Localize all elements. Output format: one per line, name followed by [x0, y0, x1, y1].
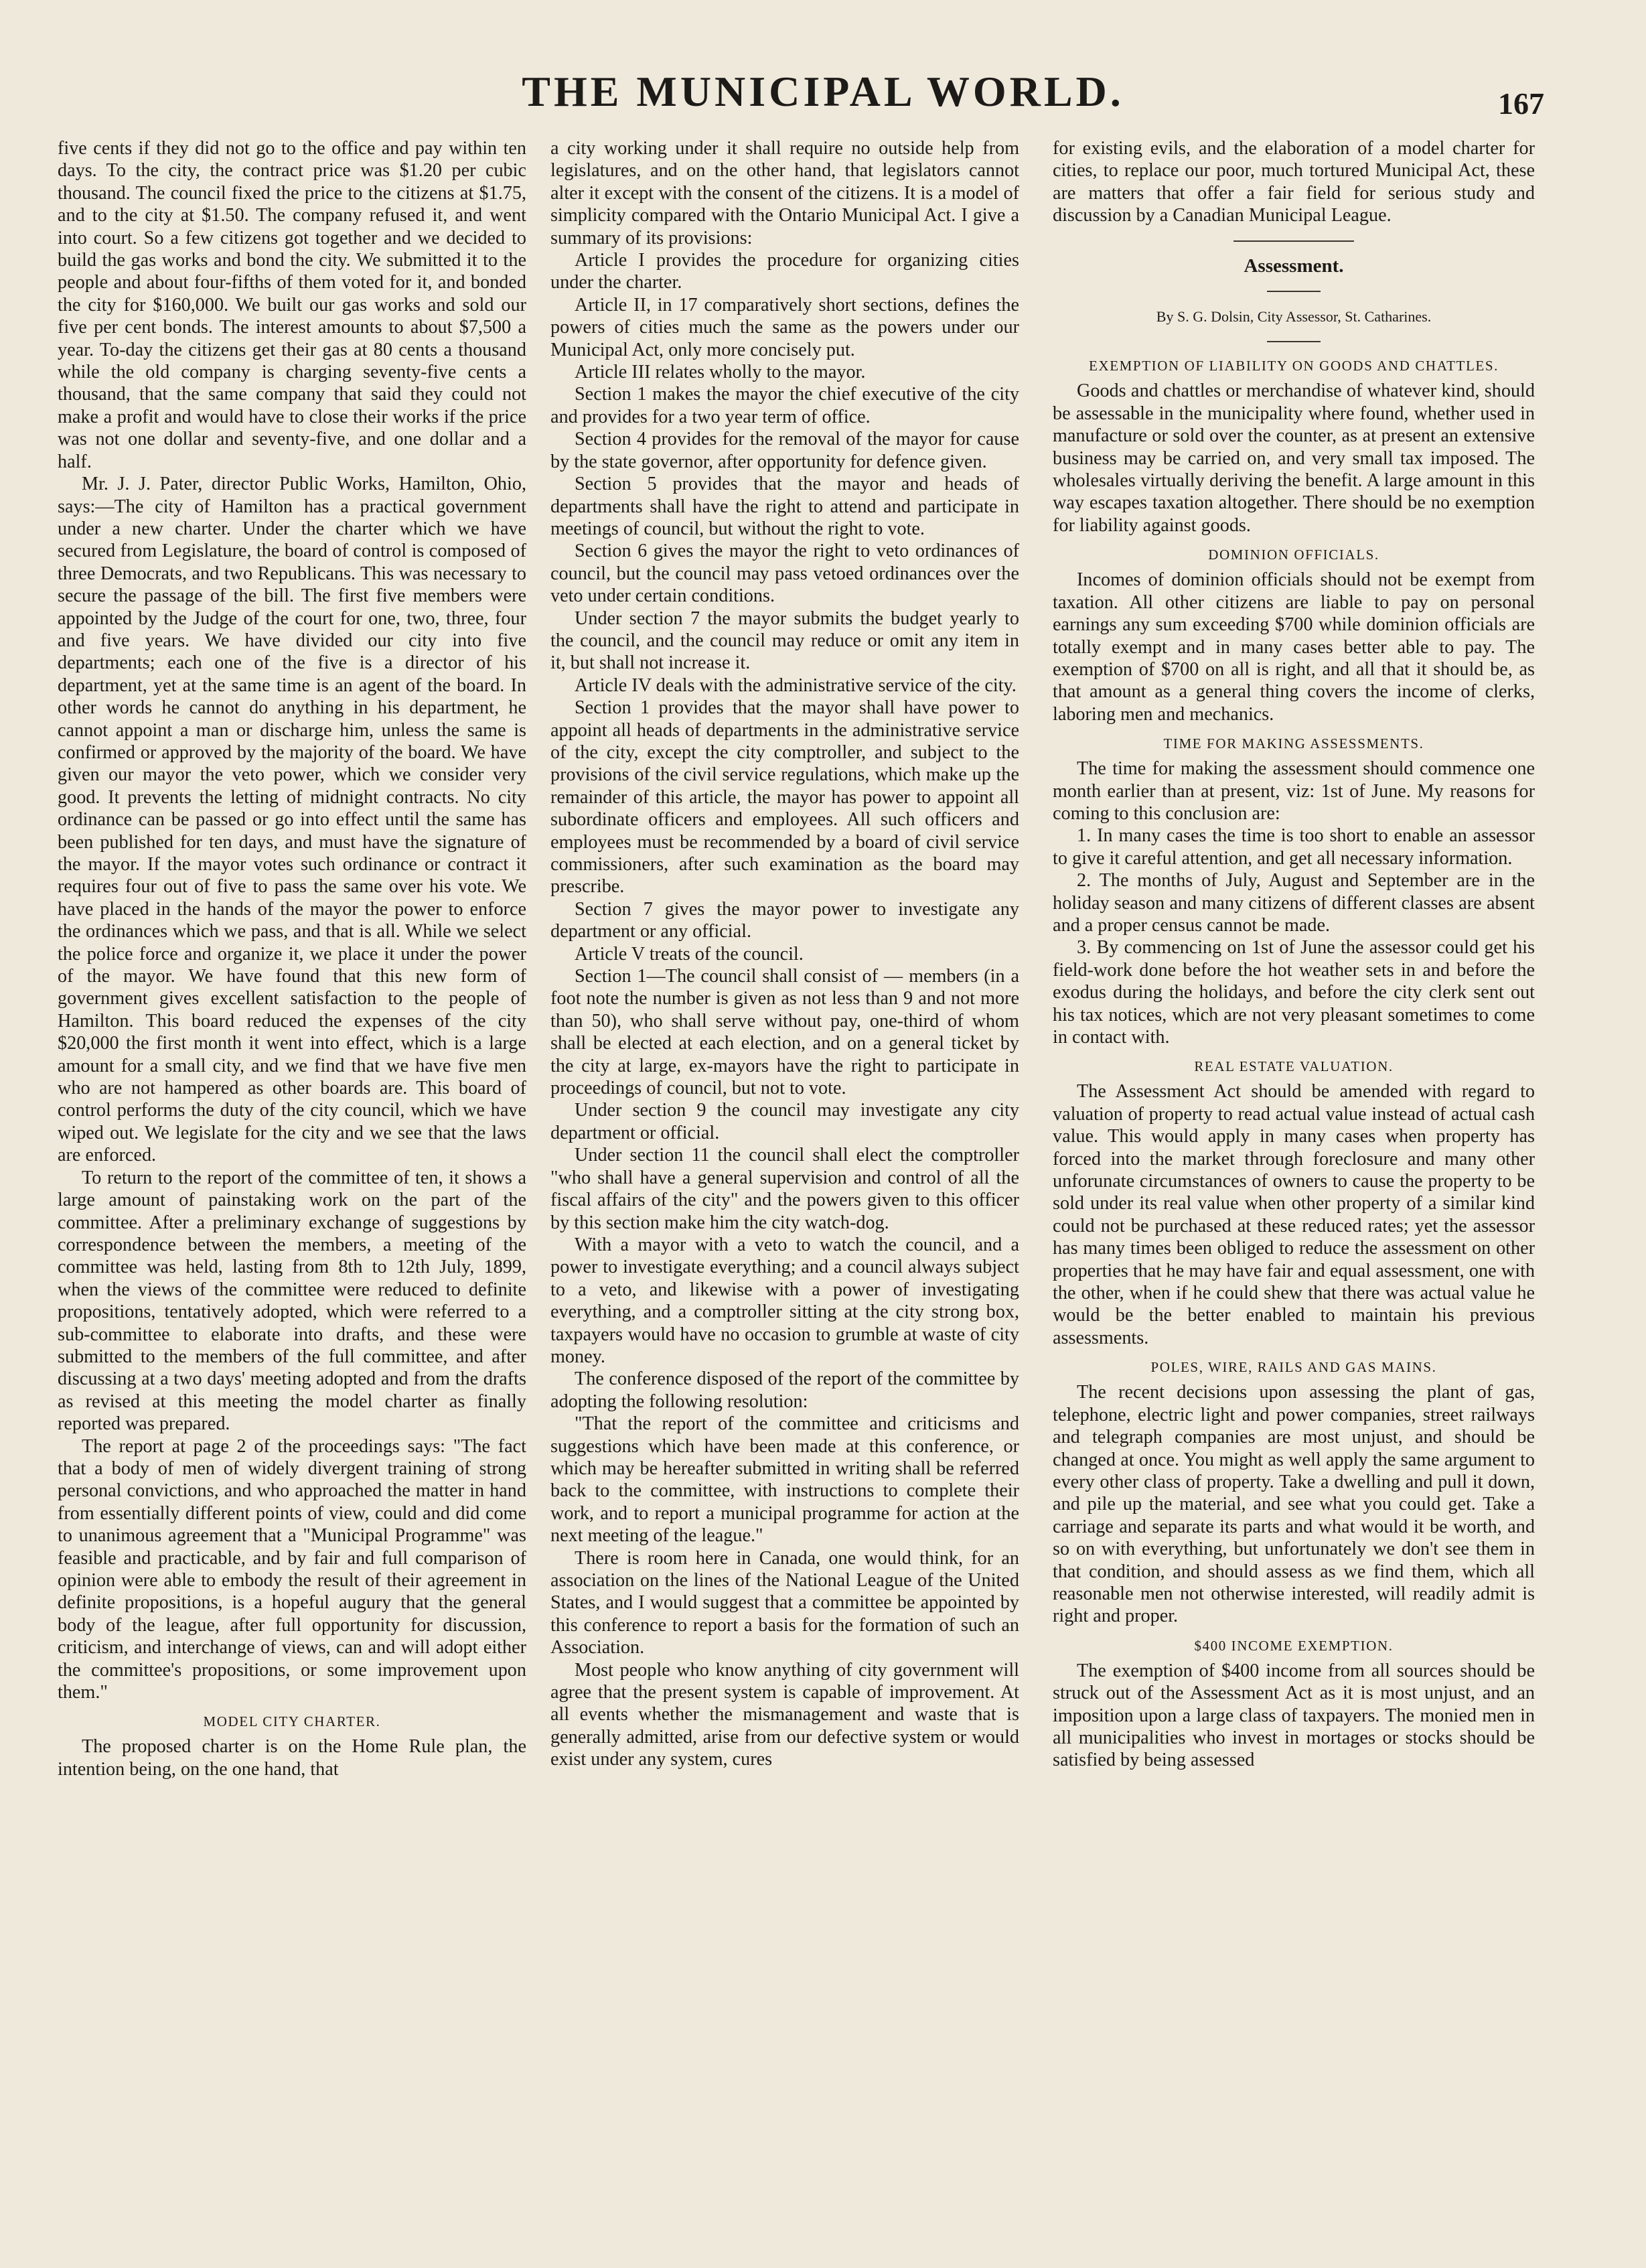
article-title: Assessment.: [1244, 255, 1344, 277]
paragraph: Incomes of dominion officials should not be exempt from taxation. All other citizens are liable to pay on personal earnings any sum exceeding $700 while dominion officials are totally exempt and in many cases better able to pay. The exemption of $700 on all is right, and all that it should be, as that amount as a general thing covers the income of clerks, laboring men and mechanics.: [1053, 569, 1535, 725]
byline: By S. G. Dolsin, City Assessor, St. Catharines.: [1156, 308, 1432, 326]
paragraph: Section 7 gives the mayor power to investigate any department or any official.: [550, 898, 1019, 942]
section-heading: REAL ESTATE VALUATION.: [1194, 1058, 1394, 1075]
paragraph: The time for making the assessment should commence one month earlier than at present, viz: 1st of June. My reasons for coming to this conclusion are:: [1053, 758, 1535, 824]
paragraph: Section 6 gives the mayor the right to veto ordinances of council, but the council may pass vetoed ordinances over the veto under certain conditions.: [550, 541, 1019, 607]
paragraph: Article I provides the procedure for organizing cities under the charter.: [550, 250, 1019, 293]
column-2: [550, 137, 1019, 1771]
paragraph: Article V treats of the council.: [575, 943, 804, 965]
column-1: [58, 137, 526, 1780]
page-number: 167: [1498, 86, 1544, 121]
paragraph: Article III relates wholly to the mayor.: [575, 362, 866, 383]
paragraph: Section 1 provides that the mayor shall have power to appoint all heads of departments in the administrative service of the city, except the city comptroller, and subject to the provisions of the civil service regulations, which make up the remainder of this article, the mayor has power to appoint all subordinate officers and employees. All such officers and employees must be recommended by a board of civil service commissioners, after such examination as the board may prescribe.: [550, 697, 1019, 898]
paragraph: a city working under it shall require no outside help from legislatures, and on the other hand, that legislators cannot alter it except with the consent of the citizens. It is a model of simplicity compared with the Ontario Municipal Act. I give a summary of its provisions:: [550, 138, 1019, 249]
column-3: [1053, 137, 1535, 1772]
paragraph: Article II, in 17 comparatively short sections, defines the powers of cities much the same as the powers under our Municipal Act, only more concisely put.: [550, 294, 1019, 360]
divider: [1233, 240, 1354, 242]
paragraph: 1. In many cases the time is too short to enable an assessor to give it careful attention, and get all necessary information.: [1053, 825, 1535, 869]
paragraph: The Assessment Act should be amended with regard to valuation of property to read actual value instead of actual cash value. This would apply in many cases when property has forced into the market through foreclosure and many other unforunate circumstances of owners to cause the property to be sold under its real value when other property of a similar kind could not be purchased at these reduced rates; yet the assessor has many times been obliged to reduce the assessment on other properties that he may have fair and equal assessment, one with the other, when if he could shew that there was actual value he would be the better enabled to maintain his previous assessments.: [1053, 1081, 1535, 1348]
paragraph: five cents if they did not go to the office and pay within ten days. To the city, the contract price was $1.20 per cubic thousand. The council fixed the price to the citizens at $1.75, and to the city at $1.50. The company refused it, and went into court. So a few citizens got together and we decided to build the gas works and bond the city. We submitted it to the people and about four-fifths of them voted for it, and bonded the city for $160,000. We built our gas works and sold our five per cent bonds. The interest amounts to about $7,500 a year. To-day the citizens get their gas at 80 cents a thousand while the old company is charging seventy-five cents a thousand, that the same company that said they could not make a profit and would have to close their works if the price was not one dollar and seventy-five, and one dollar and a half.: [58, 138, 526, 472]
paragraph: Mr. J. J. Pater, director Public Works, Hamilton, Ohio, says:—The city of Hamilton has a practical government under a new charter. Under the charter which we have secured from Legislature, the board of control is composed of three Democrats, and two Republicans. This was necessary to secure the passage of the bill. The first five members were appointed by the Judge of the court for one, two, three, four and five years. We have divided our city into five departments; each one of the five is a director of his department, yet at the same time is an agent of the board. In other words he cannot do anything in his department, he cannot appoint a man or discharge him, unless the same is confirmed or approved by the majority of the board. We have given our mayor the veto power, which we consider very good. It prevents the letting of midnight contracts. No city ordinance can be passed or go into effect until the same has been published for ten days, and must have the signature of the mayor. If the mayor votes such ordinance or contract it requires four out of five to pass the same over his vote. We have placed in the hands of the mayor the power to enforce the ordinances which we pass, and that is all. While we select the police force and organize it, we place it under the power of the mayor. We have found that this new form of government gives excellent satisfaction to the people of Hamilton. This board reduced the expenses of the city $20,000 the first month it went into effect, which is a large amount for a small city, and we find that we have five men who are not hampered as other boards are. This board of control performs the duty of the city council, which we have wiped out. We legislate for the city and we see that the laws are enforced.: [58, 474, 526, 1166]
paragraph: Section 4 provides for the removal of the mayor for cause by the state governor, after opportunity for defence given.: [550, 429, 1019, 472]
section-heading: $400 INCOME EXEMPTION.: [1194, 1637, 1394, 1654]
paragraph: The conference disposed of the report of the committee by adopting the following resolution:: [550, 1368, 1019, 1412]
divider: [1267, 341, 1321, 342]
masthead-title: THE MUNICIPAL WORLD.: [522, 68, 1124, 115]
section-heading: MODEL CITY CHARTER.: [203, 1713, 381, 1730]
paragraph: "That the report of the committee and criticisms and suggestions which have been made at this conference, or which may be hereafter submitted in writing shall be referred back to the committee, with instructions to complete their work, and to report a municipal programme for action at the next meeting of the league.": [550, 1413, 1019, 1547]
paragraph: Section 5 provides that the mayor and heads of departments shall have the right to attend and participate in meetings of council, but without the right to vote.: [550, 474, 1019, 539]
paragraph: Article IV deals with the administrative service of the city.: [575, 675, 1017, 696]
paragraph: Section 1—The council shall consist of — members (in a foot note the number is given as not less than 9 and not more than 50), who shall serve without pay, one-third of whom shall be elected at each election, and on a general ticket by the city at large, ex-mayors have the right to participate in proceedings of council, but not to vote.: [550, 966, 1019, 1099]
paragraph: Under section 9 the council may investigate any city department or official.: [550, 1100, 1019, 1143]
paragraph: With a mayor with a veto to watch the council, and a power to investigate everything; and a council always subject to a veto, and likewise with a power of investigating everything, and a comptroller sitting at the city strong box, taxpayers would have no occasion to grumble at waste of city money.: [550, 1234, 1019, 1367]
section-heading: DOMINION OFFICIALS.: [1208, 547, 1379, 563]
paragraph: The exemption of $400 income from all sources should be struck out of the Assessment Act as it is most unjust, and an imposition upon a large class of taxpayers. The monied men in all municipalities who invest in mortages or stocks should be satisfied by being assessed: [1053, 1660, 1535, 1771]
paragraph: 2. The months of July, August and September are in the holiday season and many citizens of different classes are absent and a proper census cannot be made.: [1053, 870, 1535, 936]
paragraph: Under section 7 the mayor submits the budget yearly to the council, and the council may reduce or omit any item in it, but shall not increase it.: [550, 608, 1019, 674]
paragraph: The report at page 2 of the proceedings says: "The fact that a body of men of widely divergent training of strong personal convictions, and who approached the matter in hand from essentially different points of view, could and did come to unanimous agreement that a "Municipal Programme" was feasible and practicable, and by fair and full comparison of opinion were able to embody the result of their agreement in definite propositions, is a hopeful augury that the general body of the league, after full opportunity for discussion, criticism, and interchange of views, can and will adopt either the committee's propositions, or some improvement upon them.": [58, 1435, 526, 1703]
paragraph: There is room here in Canada, one would think, for an association on the lines of the National League of the United States, and I would suggest that a committee be appointed by this conference to report a basis for the formation of such an Association.: [550, 1547, 1019, 1658]
section-heading: POLES, WIRE, RAILS AND GAS MAINS.: [1150, 1359, 1437, 1376]
section-heading: TIME FOR MAKING ASSESSMENTS.: [1163, 735, 1424, 752]
paragraph: The proposed charter is on the Home Rule plan, the intention being, on the one hand, that: [58, 1736, 526, 1780]
paragraph: Goods and chattles or merchandise of whatever kind, should be assessable in the municipality where found, whether used in manufacture or sold over the counter, as at present an extensive business may be carried on, and very small tax imposed. The wholesales virtually deriving the benefit. A large amount in this way escapes taxation altogether. There should be no exemption for liability against goods.: [1053, 380, 1535, 536]
paragraph: The recent decisions upon assessing the plant of gas, telephone, electric light and power companies, street railways and telegraph companies are most unjust, and should be changed at once. You might as well apply the same argument to every other class of property. Take a dwelling and pull it down, and pile up the material, and see what you could get. Take a carriage and separate its parts and what would it be worth, and so on with everything, but unfortunately we don't see them in that condition, and should assess as we find them, which all reasonable men not otherwise interested, will readily admit is right and proper.: [1053, 1382, 1535, 1627]
paragraph: Section 1 makes the mayor the chief executive of the city and provides for a two year term of office.: [550, 384, 1019, 427]
divider: [1267, 291, 1321, 292]
paragraph: for existing evils, and the elaboration of a model charter for cities, to replace our poor, much tortured Municipal Act, these are matters that offer a fair field for serious study and discussion by a Canadian Municipal League.: [1053, 138, 1535, 226]
paragraph: To return to the report of the committee of ten, it shows a large amount of painstaking work on the part of the committee. After a preliminary exchange of suggestions by correspondence between the members, a meeting of the committee was held, lasting from 8th to 12th July, 1899, when the views of the committee were reduced to definite propositions, tentatively adopted, which were referred to a sub-committee to elaborate into drafts, and these were submitted to the members of the full committee, and after discussing at a two days' meeting adopted and from the drafts as revised at this meeting the model charter as finally reported was prepared.: [58, 1167, 526, 1435]
paragraph: 3. By commencing on 1st of June the assessor could get his field-work done before the hot weather sets in and before the exodus during the holidays, and before the city clerk sent out his tax notices, which are not very pleasant sometimes to come in contact with.: [1053, 937, 1535, 1048]
section-heading: EXEMPTION OF LIABILITY ON GOODS AND CHATTLES.: [1089, 358, 1499, 374]
paragraph: Most people who know anything of city government will agree that the present system is capable of improvement. At all events whether the mismanagement and waste that is generally admitted, arise from our defective system or would exist under any system, cures: [550, 1659, 1019, 1770]
paragraph: Under section 11 the council shall elect the comptroller "who shall have a general supervision and control of all the fiscal affairs of the city" and the powers given to this officer by this section make him the city watch-dog.: [550, 1145, 1019, 1233]
